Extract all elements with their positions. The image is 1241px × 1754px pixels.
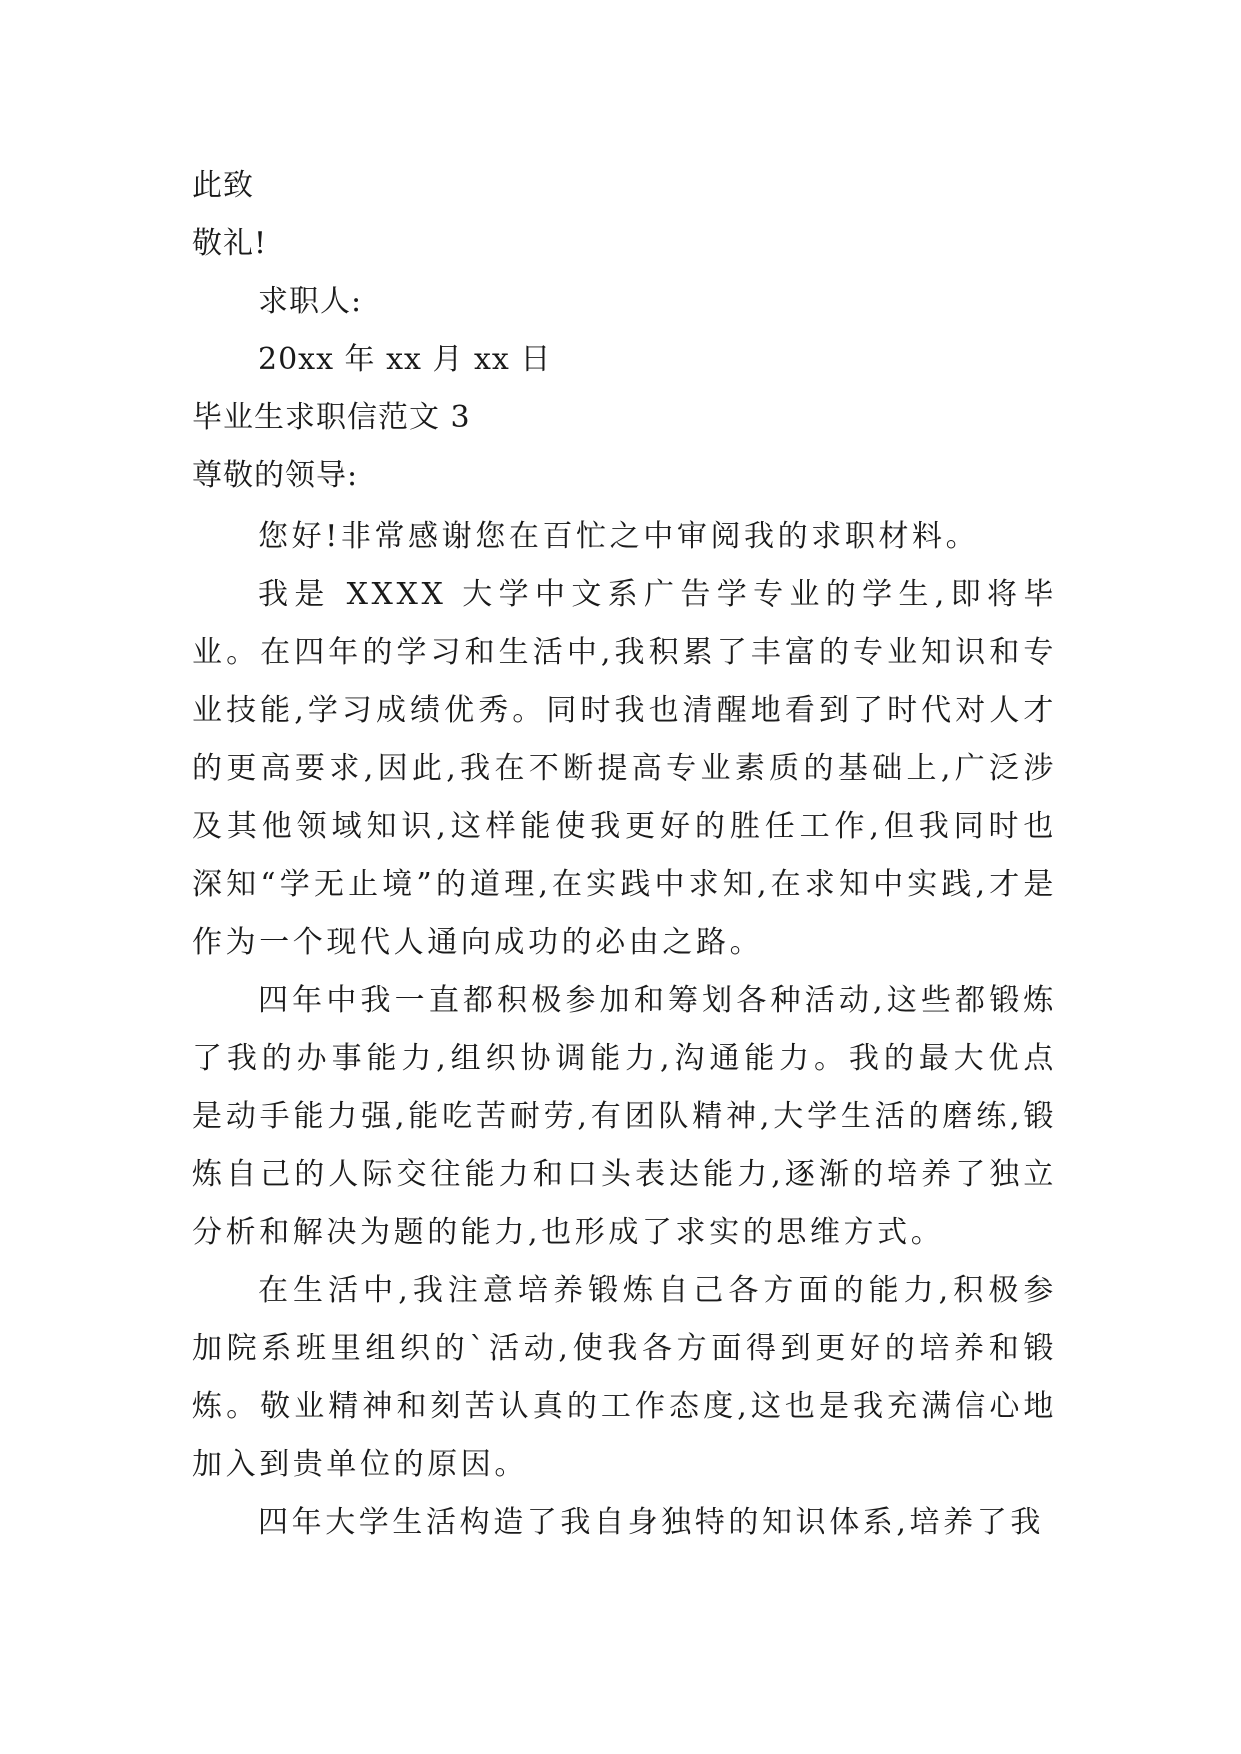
closing-line-2: 敬礼! — [192, 226, 268, 261]
body-paragraph-activities: 四年中我一直都积极参加和筹划各种活动,这些都锻炼了我的办事能力,组织协调能力,沟通能力。我的最大优点是动手能力强,能吃苦耐劳,有团队精神,大学生活的磨练,锻炼自己的人际交往能力和口头表达能力,逐渐的培养了独立分析和解决为题的能力,也形成了求实的思维方式。 — [192, 983, 1057, 1250]
letter-body — [192, 508, 1057, 1552]
signature-label: 求职人: — [258, 284, 363, 319]
body-paragraph-knowledge: 四年大学生活构造了我自身独特的知识体系,培养了我 — [258, 1505, 1044, 1540]
body-paragraph-life: 在生活中,我注意培养锻炼自己各方面的能力,积极参加院系班里组织的`活动,使我各方面得到更好的培养和锻炼。敬业精神和刻苦认真的工作态度,这也是我充满信心地加入到贵单位的原因。 — [192, 1273, 1057, 1482]
body-paragraph-greeting: 您好!非常感谢您在百忙之中审阅我的求职材料。 — [258, 519, 980, 554]
closing-line-1: 此致 — [192, 168, 254, 203]
section-title: 毕业生求职信范文 3 — [192, 400, 471, 435]
body-paragraph-introduction: 我是 XXXX 大学中文系广告学专业的学生,即将毕业。在四年的学习和生活中,我积累了丰富的专业知识和专业技能,学习成绩优秀。同时我也清醒地看到了时代对人才的更高要求,因此,我在不断提高专业素质的基础上,广泛涉及其他领域知识,这样能使我更好的胜任工作,但我同时也深知“学无止境”的道理,在实践中求知,在求知中实践,才是作为一个现代人通向成功的必由之路。 — [192, 577, 1057, 960]
signature-date: 20xx 年 xx 月 xx 日 — [258, 342, 552, 377]
salutation: 尊敬的领导: — [192, 458, 359, 493]
